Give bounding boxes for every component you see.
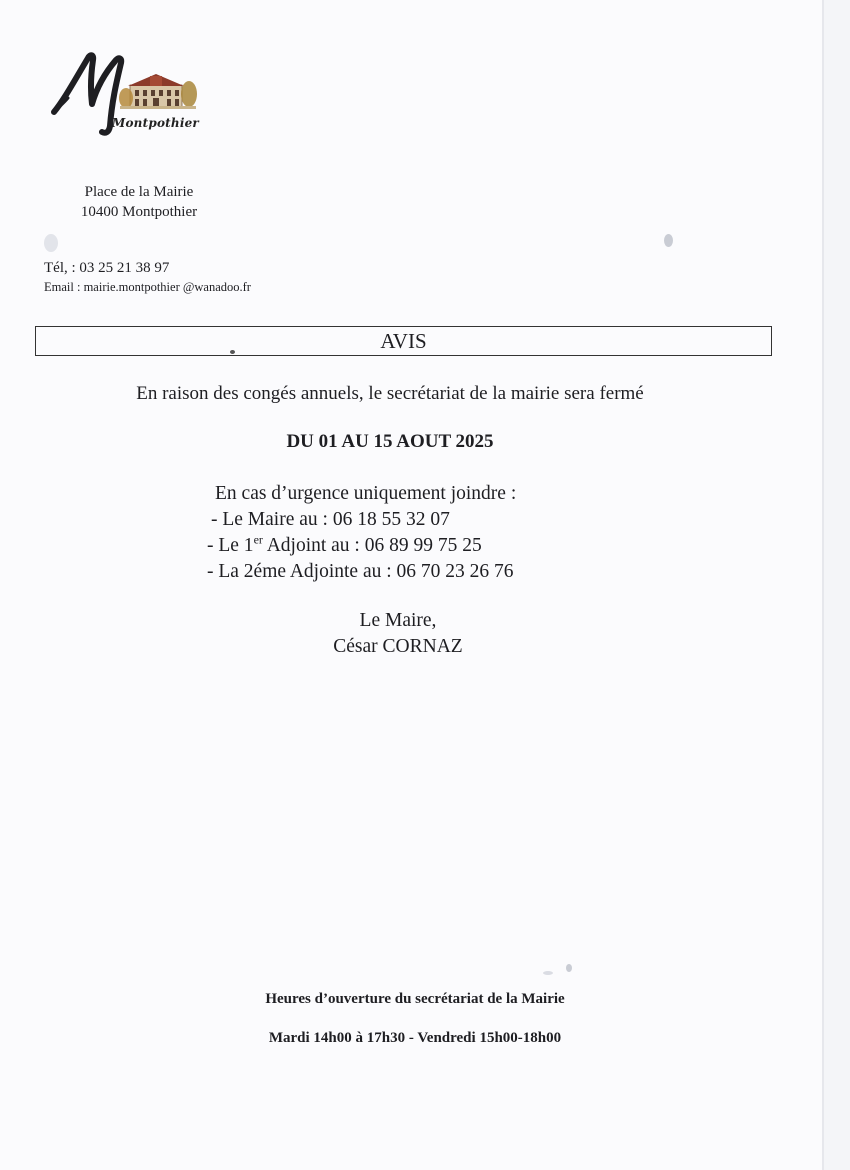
- town-hall-icon: [119, 74, 197, 109]
- scan-speck: [230, 350, 235, 354]
- notice-heading: AVIS: [380, 329, 427, 353]
- opening-hours-title: Heures d’ouverture du secrétariat de la Mairie: [265, 991, 565, 1007]
- scan-speck: [664, 234, 673, 247]
- first-deputy-rest: Adjoint au : 06 89 99 75 25: [262, 535, 482, 556]
- signature-name: César CORNAZ: [333, 636, 463, 657]
- scan-speck: [44, 234, 58, 252]
- phone-line: Tél, : 03 25 21 38 97: [44, 260, 170, 276]
- logo-wordmark: Montpothier: [112, 116, 199, 130]
- scan-speck: [566, 964, 572, 972]
- notice-heading-box: [35, 326, 772, 356]
- scan-speck: [543, 971, 553, 975]
- email-line: Email : mairie.montpothier @wanadoo.fr: [44, 280, 251, 294]
- closure-statement: En raison des congés annuels, le secrétariat de la mairie sera fermé: [136, 383, 644, 404]
- urgency-intro: En cas d’urgence uniquement joindre :: [215, 483, 517, 504]
- first-deputy-ordinal: er: [253, 532, 263, 547]
- address-street: Place de la Mairie: [84, 184, 194, 200]
- opening-hours: Mardi 14h00 à 17h30 - Vendredi 15h00-18h00: [268, 1030, 562, 1046]
- closure-dates: DU 01 AU 15 AOUT 2025: [286, 431, 494, 452]
- first-deputy-prefix: - Le 1: [207, 535, 254, 556]
- signature-title: Le Maire,: [359, 610, 437, 631]
- contact-first-deputy: [207, 532, 482, 557]
- contact-mayor: - Le Maire au : 06 18 55 32 07: [211, 509, 450, 530]
- address-city: 10400 Montpothier: [80, 204, 198, 220]
- contact-second-deputy: - La 2éme Adjointe au : 06 70 23 26 76: [207, 561, 514, 582]
